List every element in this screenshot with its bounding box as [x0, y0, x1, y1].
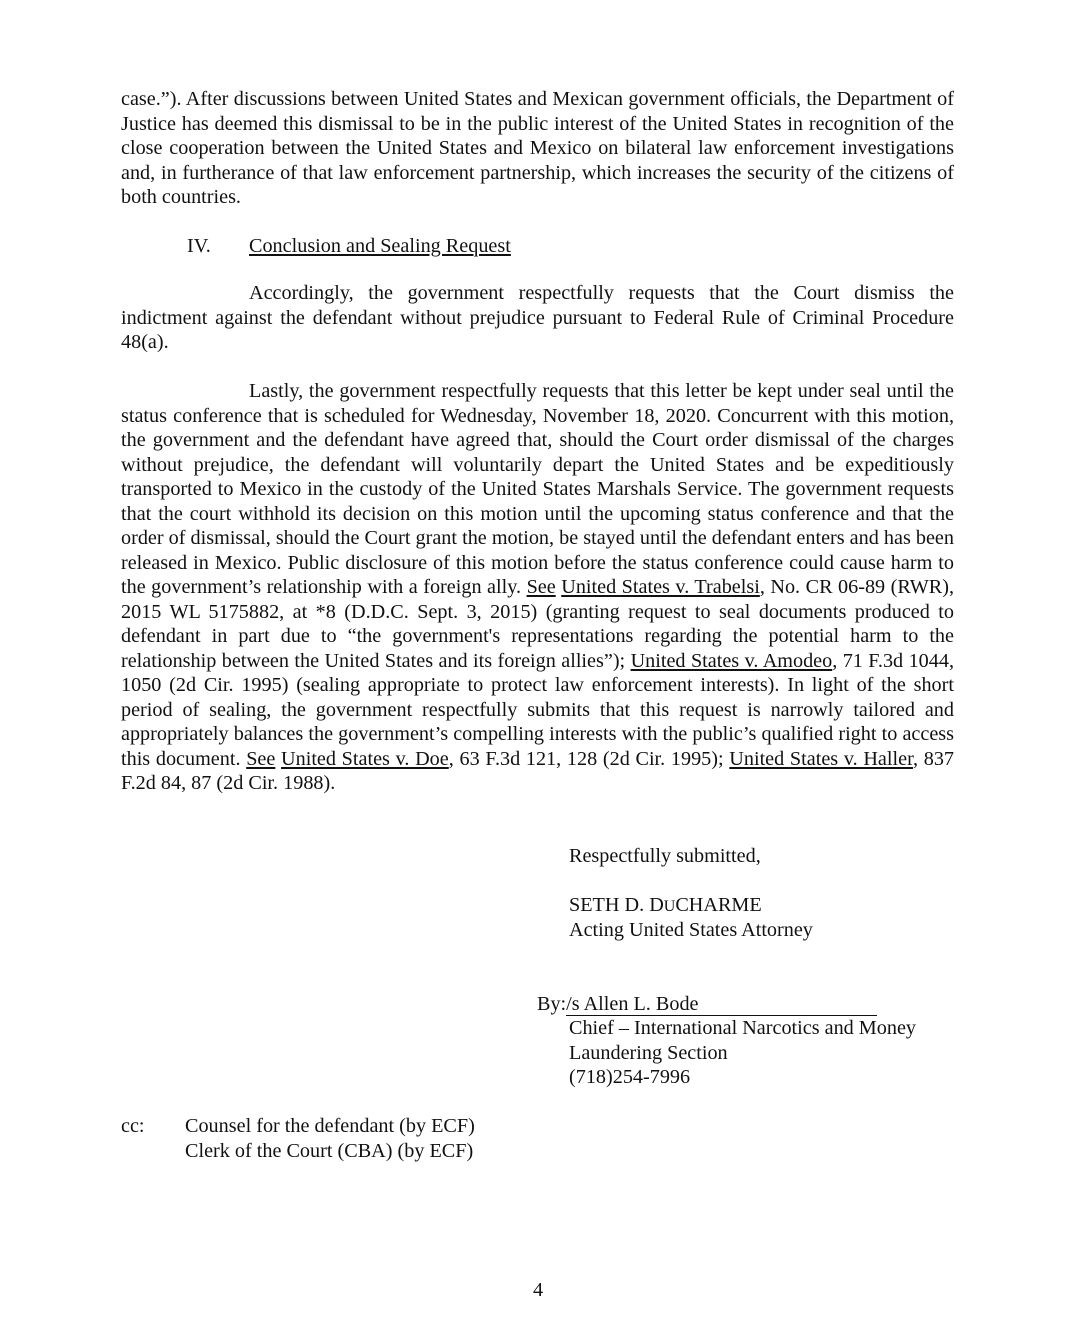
signal-see: See — [246, 747, 276, 770]
signature-line — [537, 992, 877, 1017]
cc-recipient: Counsel for the defendant (by ECF) — [185, 1115, 475, 1137]
paragraph-public-interest — [121, 87, 954, 210]
signer-phone: (718)254-7996 — [569, 1066, 691, 1088]
paragraph-text: case.”). After discussions between United States and Mexican government officials, the Department of Justice has deemed this dismissal to be in the public interest of the United States in recognition of the close cooperation between the United States and Mexico on bilateral law enforcement investigations and, in furtherance of that law enforcement partnership, which increases the security of the citizens of both countries. — [121, 88, 954, 208]
by-label: By: — [537, 993, 567, 1015]
cc-recipient: Clerk of the Court (CBA) (by ECF) — [185, 1139, 474, 1162]
section-title: Conclusion and Sealing Request — [249, 235, 511, 257]
paragraph-text: Accordingly, the government respectfully requests that the Court dismiss the indictment against the defendant without prejudice pursuant to Federal Rule of Criminal Procedure 48(a). — [121, 282, 954, 353]
case-citation: United States v. Trabelsi — [561, 576, 760, 598]
citation-text: , 837 F.2d 84, 87 (2d Cir. 1988). — [121, 747, 954, 794]
signer-name: SETH D. DUCHARME — [569, 894, 762, 916]
paragraph-text: , 71 F.3d 1044, 1050 (2d Cir. 1995) (sealing appropriate to protect law enforcement interests). In light of the short period of sealing, the government respectfully submits that this request is narrowly tailored and appropriately balances the government’s compelling interests with the public’s qualified right to access this document. — [121, 649, 954, 770]
electronic-signature: /s Allen L. Bode — [566, 993, 877, 1016]
signer-role-line1: Chief – International Narcotics and Money — [569, 1017, 917, 1039]
signer-title: Acting United States Attorney — [569, 919, 813, 941]
case-citation: United States v. Amodeo — [630, 649, 833, 672]
cc-label: cc: — [121, 1115, 145, 1137]
citation-text: , No. CR 06-89 (RWR), 2015 WL 5175882, at *8 (D.D.C. Sept. 3, 2015) (granting request to seal documents produced to defendant in part due to “the government's representations regarding the potential harm to the relationship between the United States and its foreign allies”); — [121, 576, 955, 672]
signer-role-line2: Laundering Section — [569, 1042, 728, 1064]
closing: Respectfully submitted, — [569, 845, 761, 867]
paragraph-sealing-request — [121, 379, 954, 796]
section-heading — [187, 234, 511, 259]
section-number: IV. — [187, 235, 211, 257]
case-citation: United States v. Haller — [729, 747, 913, 770]
signal-see: See — [526, 576, 556, 598]
paragraph-text: Lastly, the government respectfully requests that this letter be kept under seal until the status conference that is scheduled for Wednesday, November 18, 2020. Concurrent with this motion, the government and the defendant have agreed that, should the Court order dismissal of the charges without prejudice, the defendant will voluntarily depart the United States and be expeditiously transported to Mexico in the custody of the United States Marshals Service. The government requests that the court withhold its decision on this motion until the upcoming status conference and that the order of dismissal, should the Court grant the motion, be stayed until the defendant enters and has been released in Mexico. Public disclosure of this motion before the status conference could cause harm to the government’s relationship with a foreign ally. — [121, 380, 954, 598]
paragraph-dismissal-request — [121, 281, 954, 355]
citation-text: , 63 F.3d 121, 128 (2d Cir. 1995); — [448, 747, 730, 770]
case-citation: United States v. Doe — [281, 747, 449, 770]
page-number: 4 — [532, 1279, 544, 1301]
